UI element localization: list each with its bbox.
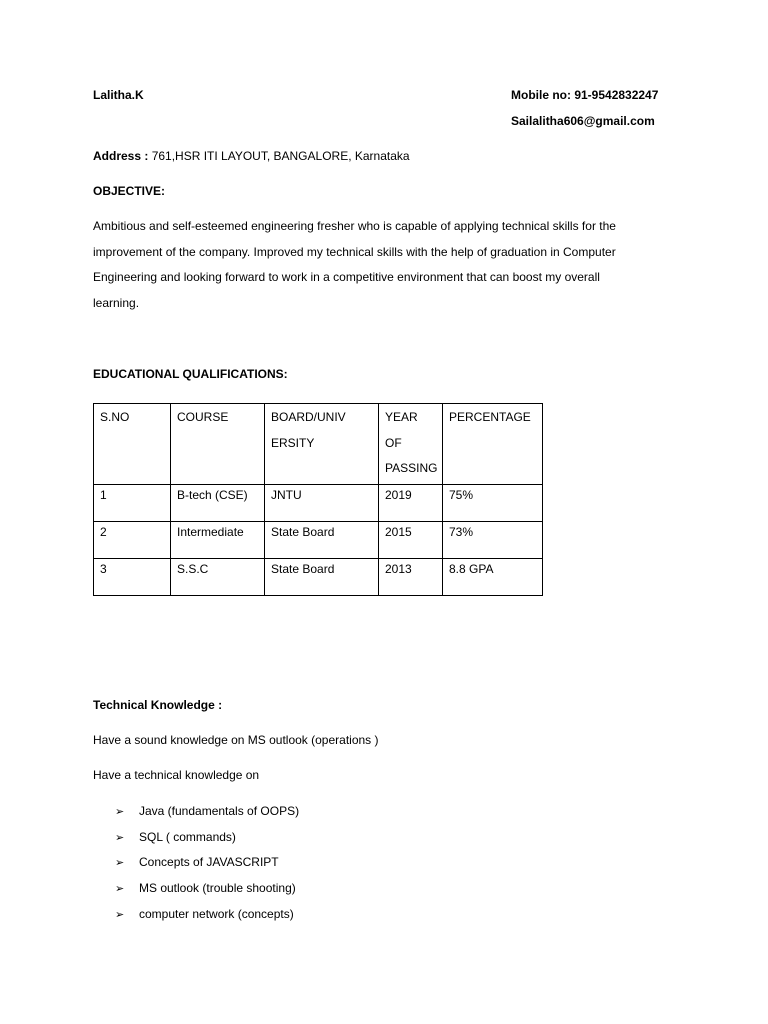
cell-percentage: 8.8 GPA: [443, 559, 543, 596]
table-header-row: [94, 404, 543, 485]
column-header-year: YEAR OF PASSING: [379, 404, 443, 485]
column-header-board: BOARD/UNIV ERSITY: [265, 404, 379, 485]
objective-line: Ambitious and self-esteemed engineering fresher who is capable of applying technical skills for the: [93, 219, 616, 233]
education-heading: EDUCATIONAL QUALIFICATIONS:: [93, 367, 288, 381]
cell-board: State Board: [265, 522, 379, 559]
cell-course: Intermediate: [171, 522, 265, 559]
skill-text: MS outlook (trouble shooting): [139, 881, 296, 896]
skill-text: SQL ( commands): [139, 829, 236, 844]
cell-percentage: 73%: [443, 522, 543, 559]
list-item: [115, 905, 299, 931]
cell-board: JNTU: [265, 485, 379, 522]
address-value: 761,HSR ITI LAYOUT, BANGALORE, Karnataka: [148, 149, 410, 163]
objective-paragraph: [93, 214, 683, 317]
email-address: Sailalitha606@gmail.com: [511, 114, 655, 128]
cell-sno: 1: [94, 485, 171, 522]
education-table: [93, 403, 543, 596]
cell-board: State Board: [265, 559, 379, 596]
cell-course: B-tech (CSE): [171, 485, 265, 522]
address-label: Address :: [93, 149, 149, 163]
skill-text: Concepts of JAVASCRIPT: [139, 855, 279, 870]
list-item: [115, 853, 299, 879]
objective-heading: OBJECTIVE:: [93, 184, 166, 198]
cell-year: 2013: [379, 559, 443, 596]
arrow-bullet-icon: ➢: [115, 805, 125, 818]
address-line: [93, 149, 410, 163]
table-row: [94, 522, 543, 559]
skill-text: Java (fundamentals of OOPS): [139, 804, 300, 818]
column-header-sno: S.NO: [94, 404, 171, 485]
cell-year: 2015: [379, 522, 443, 559]
candidate-name: Lalitha.K: [93, 88, 144, 102]
technical-heading: Technical Knowledge :: [93, 698, 223, 712]
cell-percentage: 75%: [443, 485, 543, 522]
cell-sno: 3: [94, 559, 171, 596]
objective-line: learning.: [93, 296, 140, 311]
cell-course: S.S.C: [171, 559, 265, 596]
mobile-number: Mobile no: 91-9542832247: [511, 88, 659, 102]
technical-skill-list: [115, 802, 299, 930]
column-header-percentage: PERCENTAGE: [443, 404, 543, 485]
cell-year: 2019: [379, 485, 443, 522]
table-row: [94, 559, 543, 596]
arrow-bullet-icon: ➢: [115, 907, 125, 921]
list-item: [115, 828, 299, 854]
table-row: [94, 485, 543, 522]
objective-line: Engineering and looking forward to work in a competitive environment that can boost my overall: [93, 270, 600, 285]
list-item: [115, 802, 299, 828]
cell-sno: 2: [94, 522, 171, 559]
skill-text: computer network (concepts): [139, 906, 294, 921]
technical-line-intro: Have a technical knowledge on: [93, 768, 260, 782]
objective-line: improvement of the company. Improved my technical skills with the help of graduation in Computer: [93, 244, 616, 259]
arrow-bullet-icon: ➢: [115, 830, 125, 844]
arrow-bullet-icon: ➢: [115, 882, 125, 896]
arrow-bullet-icon: ➢: [115, 856, 125, 870]
list-item: [115, 879, 299, 905]
technical-line-outlook: Have a sound knowledge on MS outlook (operations ): [93, 733, 379, 747]
column-header-course: COURSE: [171, 404, 265, 485]
